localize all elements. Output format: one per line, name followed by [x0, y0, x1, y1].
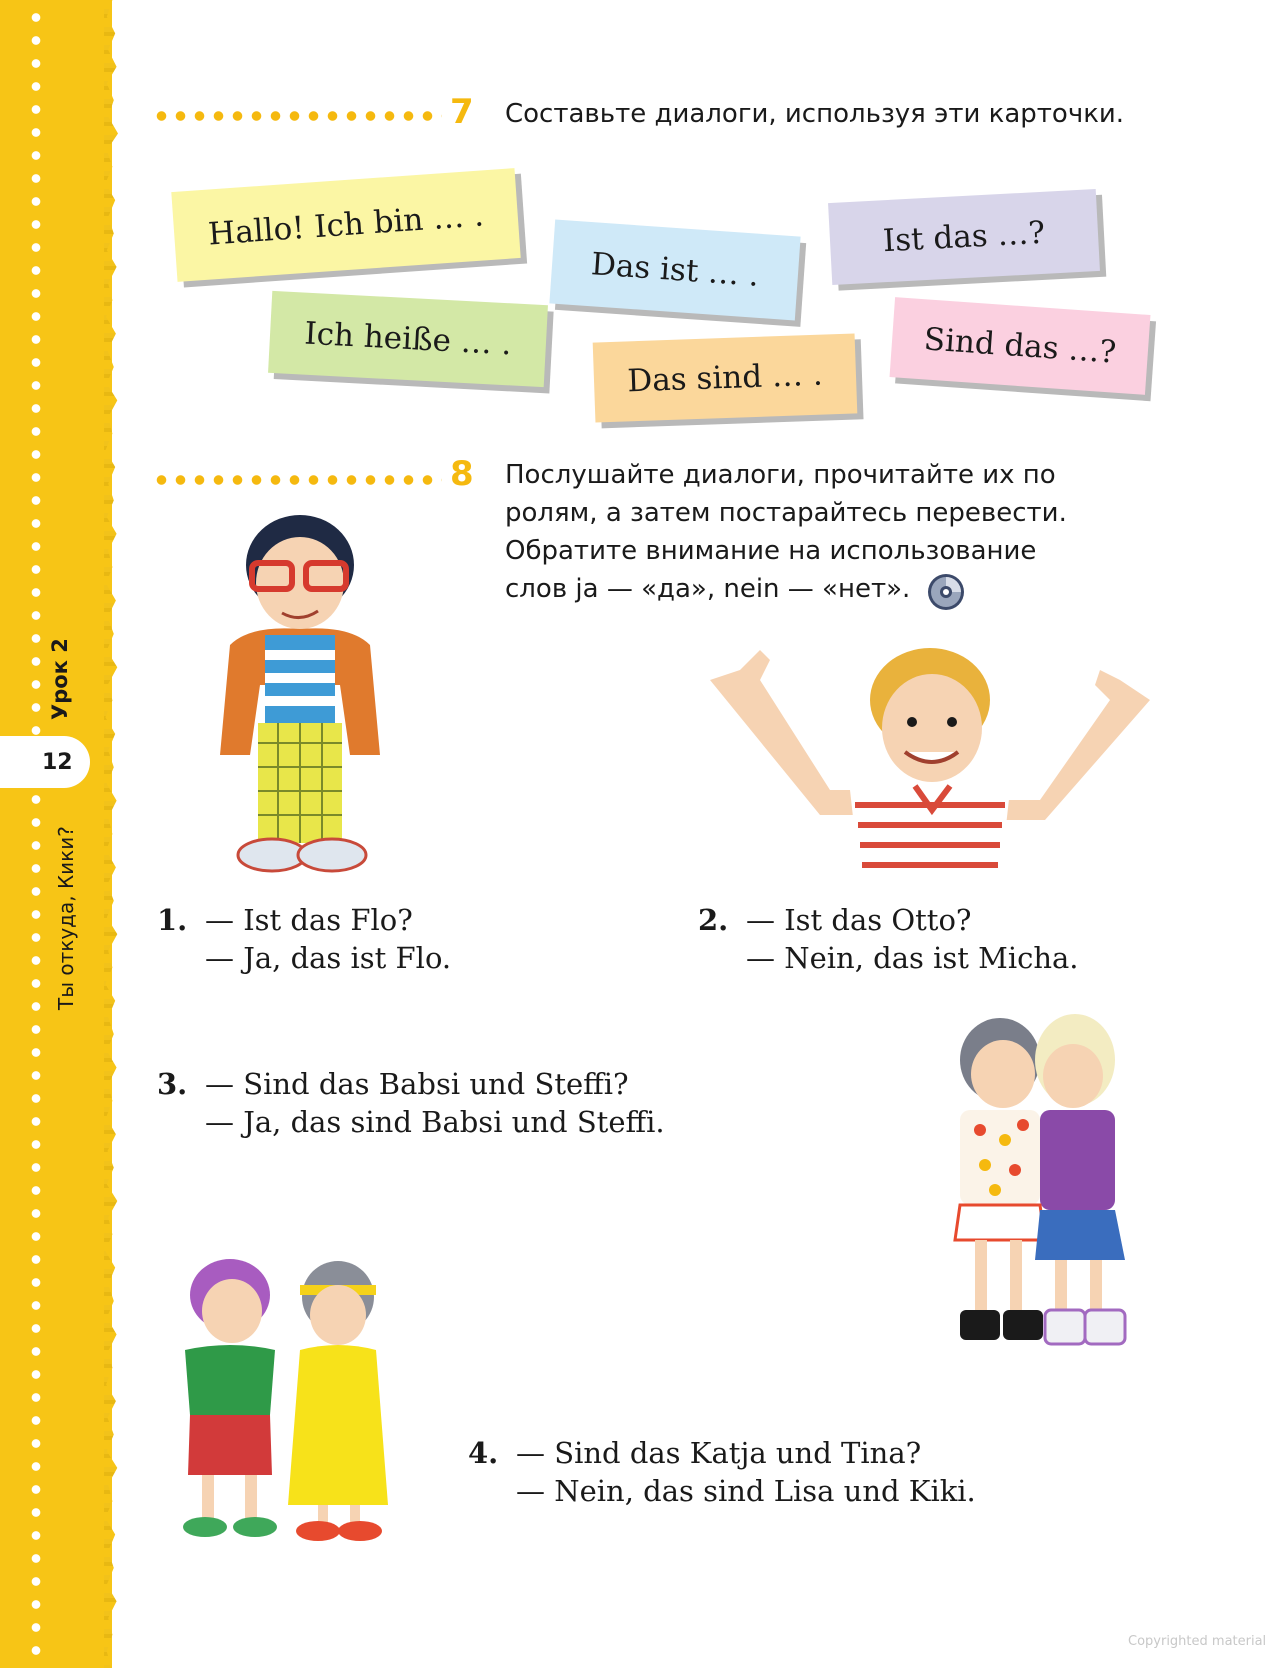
- dialogue-answer: — Ja, das sind Babsi und Steffi.: [205, 1105, 665, 1139]
- phrase-card-text: Das sind … .: [626, 356, 824, 400]
- phrase-card-text: Hallo! Ich bin … .: [207, 197, 485, 253]
- dialogue-answer: — Nein, das sind Lisa und Kiki.: [516, 1474, 976, 1508]
- task8-dotted-leader: [152, 474, 442, 486]
- margin-dots: [30, 6, 42, 1666]
- task7-number: 7: [450, 92, 474, 132]
- dialogue-4: [468, 1433, 1068, 1513]
- dialogue-2: [698, 900, 1158, 980]
- task8-instruction-line: Обратите внимание на использование: [505, 536, 1037, 566]
- phrase-card-text: Das ist … .: [589, 246, 761, 294]
- task8-instruction-line: слов ja — «да», nein — «нет».: [505, 574, 911, 604]
- dialogue-question: — Sind das Babsi und Steffi?: [205, 1067, 629, 1101]
- phrase-card-hallo: [171, 168, 520, 282]
- lesson-topic: Ты откуда, Кики?: [54, 826, 78, 1010]
- dialogue-answer: — Ja, das ist Flo.: [205, 941, 452, 975]
- phrase-card-das-sind: [593, 333, 858, 422]
- audio-cd-icon[interactable]: [926, 572, 966, 612]
- page-number: 12: [42, 750, 73, 775]
- dialogue-number: 3.: [157, 1067, 188, 1101]
- task7-instruction: Составьте диалоги, используя эти карточки.: [505, 99, 1125, 129]
- dialogue-1: [157, 900, 577, 980]
- copyright-notice: Copyrighted material: [1128, 1634, 1267, 1649]
- phrase-card-text: Ist das …?: [882, 214, 1046, 260]
- boy-with-glasses-illustration: [210, 505, 390, 885]
- dialogue-number: 4.: [468, 1436, 499, 1470]
- phrase-card-sind-das: [890, 297, 1151, 395]
- dialogue-number: 1.: [157, 903, 188, 937]
- task8-instruction-line: ролям, а затем постарайтесь перевести.: [505, 498, 1067, 528]
- dialogue-question: — Ist das Flo?: [205, 903, 413, 937]
- boy-arms-raised-illustration: [700, 640, 1160, 880]
- dialogue-3: [157, 1064, 757, 1144]
- task8-number: 8: [450, 454, 474, 494]
- dialogue-number: 2.: [698, 903, 729, 937]
- task8-instruction-line: Послушайте диалоги, прочитайте их по: [505, 460, 1056, 490]
- task7-dotted-leader: [152, 110, 442, 122]
- lesson-label: Урок 2: [48, 638, 72, 720]
- phrase-card-text: Ich heiße … .: [303, 315, 513, 363]
- dialogue-question: — Sind das Katja und Tina?: [516, 1436, 922, 1470]
- dialogue-answer: — Nein, das ist Micha.: [746, 941, 1079, 975]
- dialogue-question: — Ist das Otto?: [746, 903, 972, 937]
- phrase-card-ist-das: [828, 189, 1100, 285]
- phrase-card-ich-heisse: [268, 291, 548, 387]
- two-girls-standing-illustration: [160, 1255, 405, 1550]
- two-girls-hugging-illustration: [935, 1010, 1135, 1360]
- phrase-card-text: Sind das …?: [922, 321, 1118, 371]
- phrase-card-das-ist: [549, 220, 800, 321]
